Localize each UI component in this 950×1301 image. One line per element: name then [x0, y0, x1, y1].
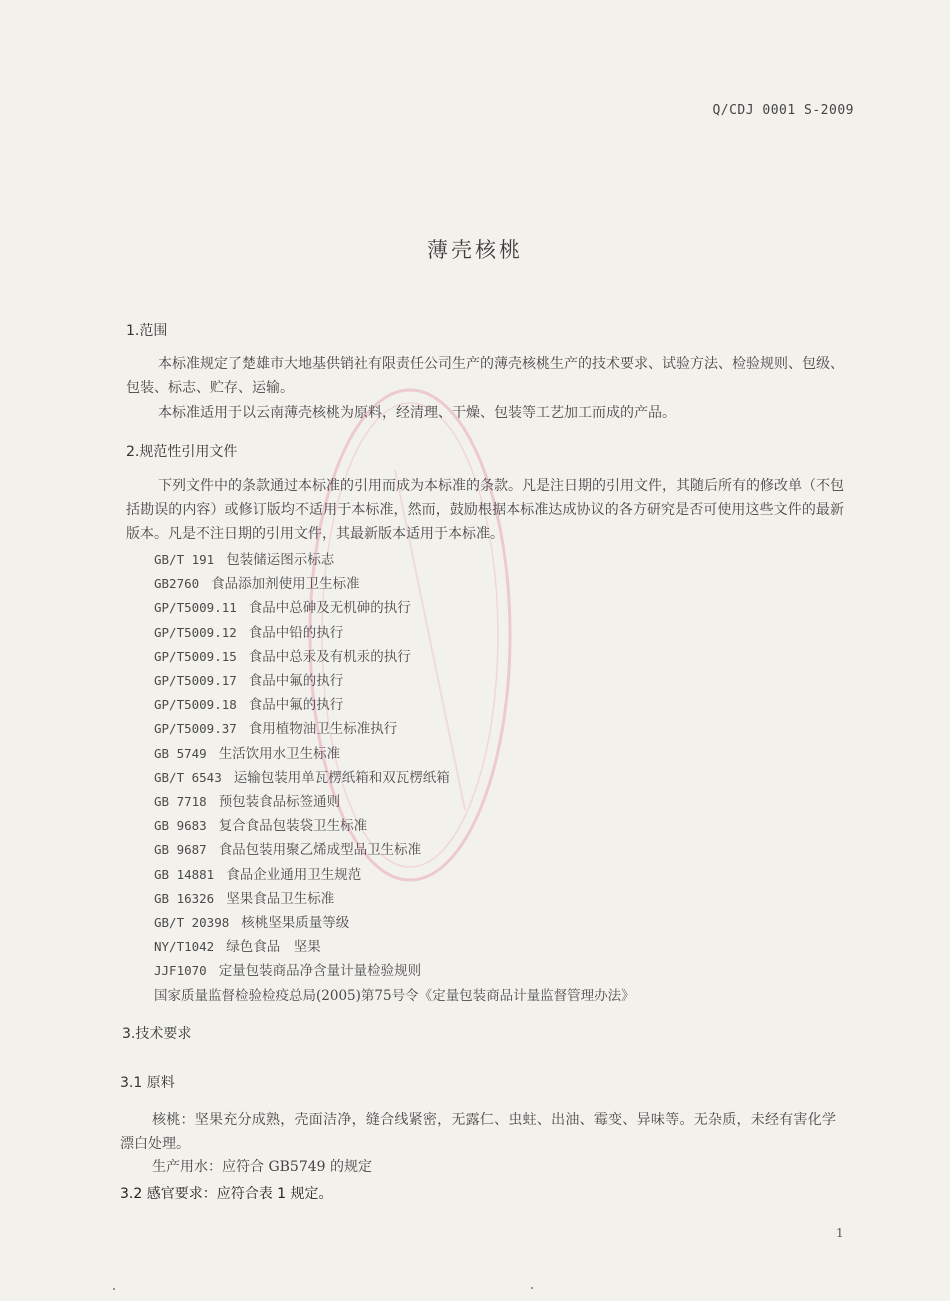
section-2-intro: 下列文件中的条款通过本标准的引用而成为本标准的条款。凡是注日期的引用文件，其随后所有的修改单（不包括勘误的内容）或修订版均不适用于本标准，然而，鼓励根据本标准达成协议的各方研究是否可使用这些文件的最新版本。凡是不注日期的引用文件，其最新版本适用于本标准。 — [126, 478, 844, 542]
section-1-heading: 1.范围 — [126, 323, 168, 339]
section-3-1-heading: 3.1 原料 — [120, 1075, 175, 1091]
list-item: GB 5749 生活饮用水卫生标准 — [154, 745, 341, 762]
list-item: GB/T 6543 运输包装用单瓦楞纸箱和双瓦楞纸箱 — [154, 769, 450, 786]
document-title: 薄壳核桃 — [427, 238, 523, 262]
list-item: GP/T5009.18 食品中氟的执行 — [154, 697, 344, 714]
section-3-1-paragraph: 生产用水：应符合 GB5749 的规定 — [152, 1159, 373, 1175]
section-1-paragraph: 本标准规定了楚雄市大地基供销社有限责任公司生产的薄壳核桃生产的技术要求、试验方法、检验规则、包级、包装、标志、贮存、运输。 — [126, 356, 844, 396]
list-item: GP/T5009.12 食品中铅的执行 — [154, 624, 344, 641]
list-item: GB 7718 预包装食品标签通则 — [154, 794, 341, 811]
list-item: GP/T5009.37 食用植物油卫生标准执行 — [154, 721, 398, 738]
page-number: 1 — [836, 1226, 844, 1240]
list-item: GP/T5009.11 食品中总砷及无机砷的执行 — [154, 600, 411, 617]
list-item: GP/T5009.15 食品中总汞及有机汞的执行 — [154, 648, 411, 665]
list-item: GB/T 191 包装储运图示标志 — [154, 552, 335, 568]
section-3-1-paragraph: 核桃：坚果充分成熟，壳面洁净，缝合线紧密，无露仁、虫蛀、出油、霉变、异味等。无杂质，未经有害化学漂白处理。 — [120, 1112, 836, 1152]
section-3-heading: 3.技术要求 — [122, 1026, 192, 1042]
scan-speck — [531, 1287, 533, 1289]
list-item: JJF1070 定量包装商品净含量计量检验规则 — [154, 963, 422, 980]
list-item: GB2760 食品添加剂使用卫生标准 — [154, 576, 360, 593]
section-3-2-line: 3.2 感官要求：应符合表 1 规定。 — [120, 1186, 333, 1202]
list-item: GB 9687 食品包装用聚乙烯成型品卫生标准 — [154, 842, 422, 859]
document-number: Q/CDJ 0001 S-2009 — [712, 103, 854, 118]
list-item: NY/T1042 绿色食品 坚果 — [154, 939, 321, 956]
list-item: 国家质量监督检验检疫总局(2005)第75号令《定量包装商品计量监督管理办法》 — [154, 987, 635, 1004]
scan-speck — [113, 1288, 115, 1290]
list-item: GB 9683 复合食品包装袋卫生标准 — [154, 818, 368, 835]
reference-list — [154, 548, 635, 1008]
list-item: GB/T 20398 核桃坚果质量等级 — [154, 915, 350, 932]
section-1-paragraph: 本标准适用于以云南薄壳核桃为原料，经清理、干燥、包装等工艺加工而成的产品。 — [158, 405, 676, 421]
section-2-heading: 2.规范性引用文件 — [126, 444, 238, 460]
list-item: GB 16326 坚果食品卫生标准 — [154, 890, 335, 907]
list-item: GP/T5009.17 食品中氟的执行 — [154, 673, 344, 690]
list-item: GB 14881 食品企业通用卫生规范 — [154, 866, 362, 883]
